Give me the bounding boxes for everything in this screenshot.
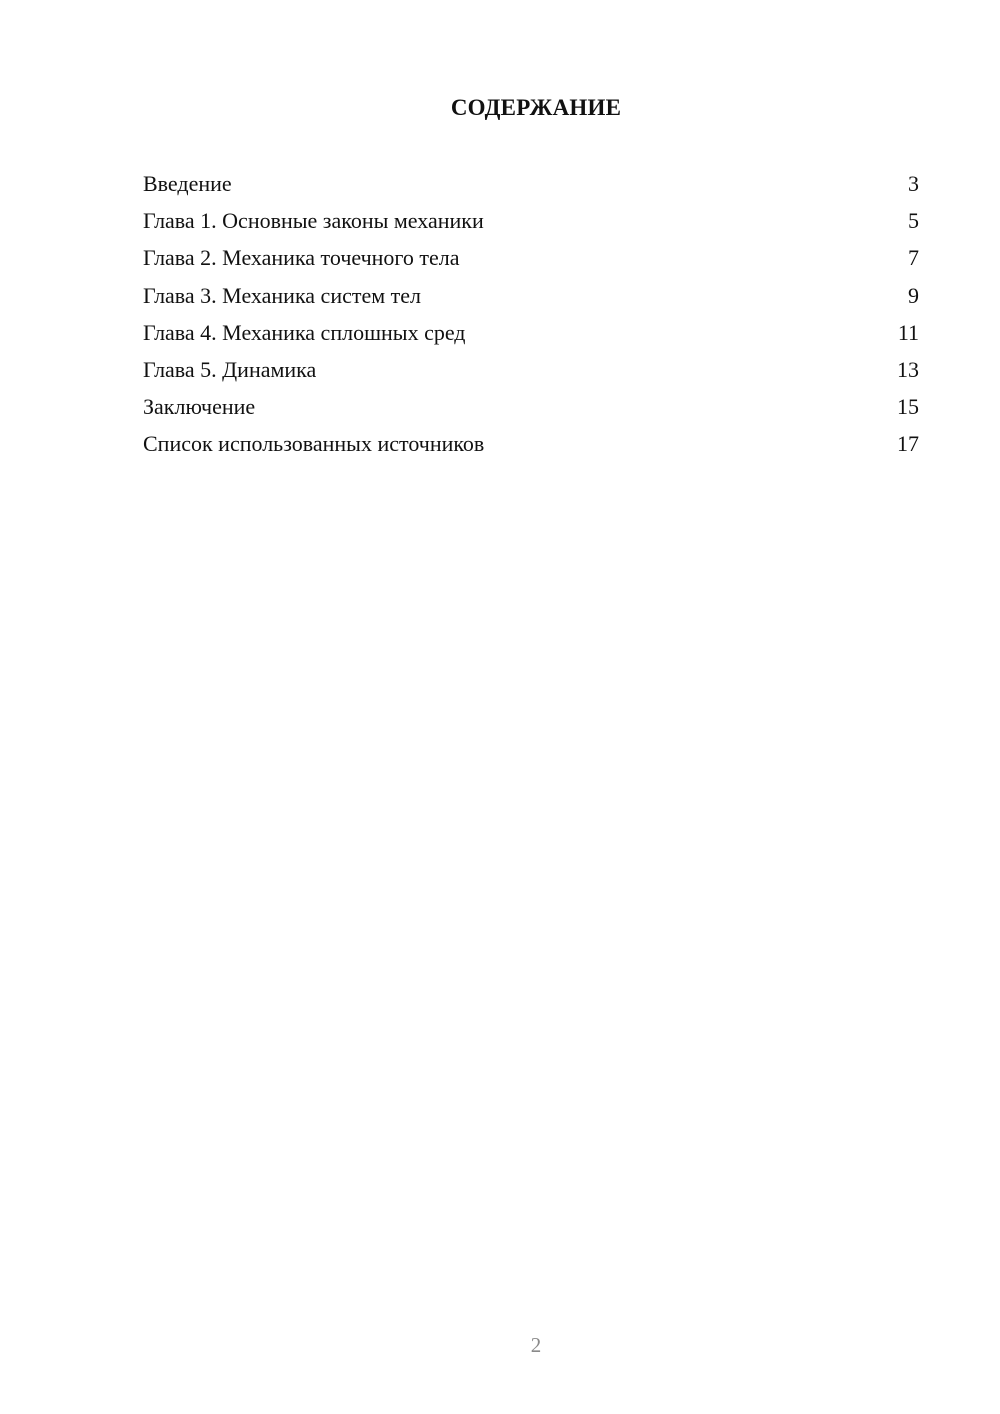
toc-entry-label: Глава 4. Механика сплошных сред [143,319,466,345]
toc-entry-label: Список использованных источников [143,431,485,457]
page-title: СОДЕРЖАНИЕ [450,95,622,120]
page-number: 2 [530,1333,542,1357]
toc-entry-label: Глава 3. Механика систем тел [143,282,422,308]
toc-entry-page: 5 [908,208,919,234]
table-of-contents [143,170,919,468]
toc-entry-chapter-2 [143,244,919,281]
toc-entry-page: 17 [897,431,919,457]
toc-entry-page: 15 [897,394,919,420]
toc-entry-chapter-5 [143,356,919,393]
toc-entry-page: 9 [908,282,919,308]
toc-entry-label: Введение [143,171,232,196]
toc-entry-references [143,430,919,467]
toc-entry-page: 11 [897,319,919,345]
toc-entry-label: Глава 5. Динамика [143,356,317,382]
toc-entry-introduction [143,170,919,207]
toc-entry-label: Глава 1. Основные законы механики [143,208,484,234]
toc-entry-page: 7 [908,245,919,271]
toc-entry-label: Заключение [143,394,256,420]
toc-entry-chapter-4 [143,319,919,356]
toc-entry-page: 13 [897,356,919,382]
toc-entry-label: Глава 2. Механика точечного тела [143,245,460,271]
toc-entry-chapter-1 [143,207,919,244]
toc-entry-page: 3 [908,171,919,196]
toc-entry-chapter-3 [143,282,919,319]
toc-entry-conclusion [143,393,919,430]
